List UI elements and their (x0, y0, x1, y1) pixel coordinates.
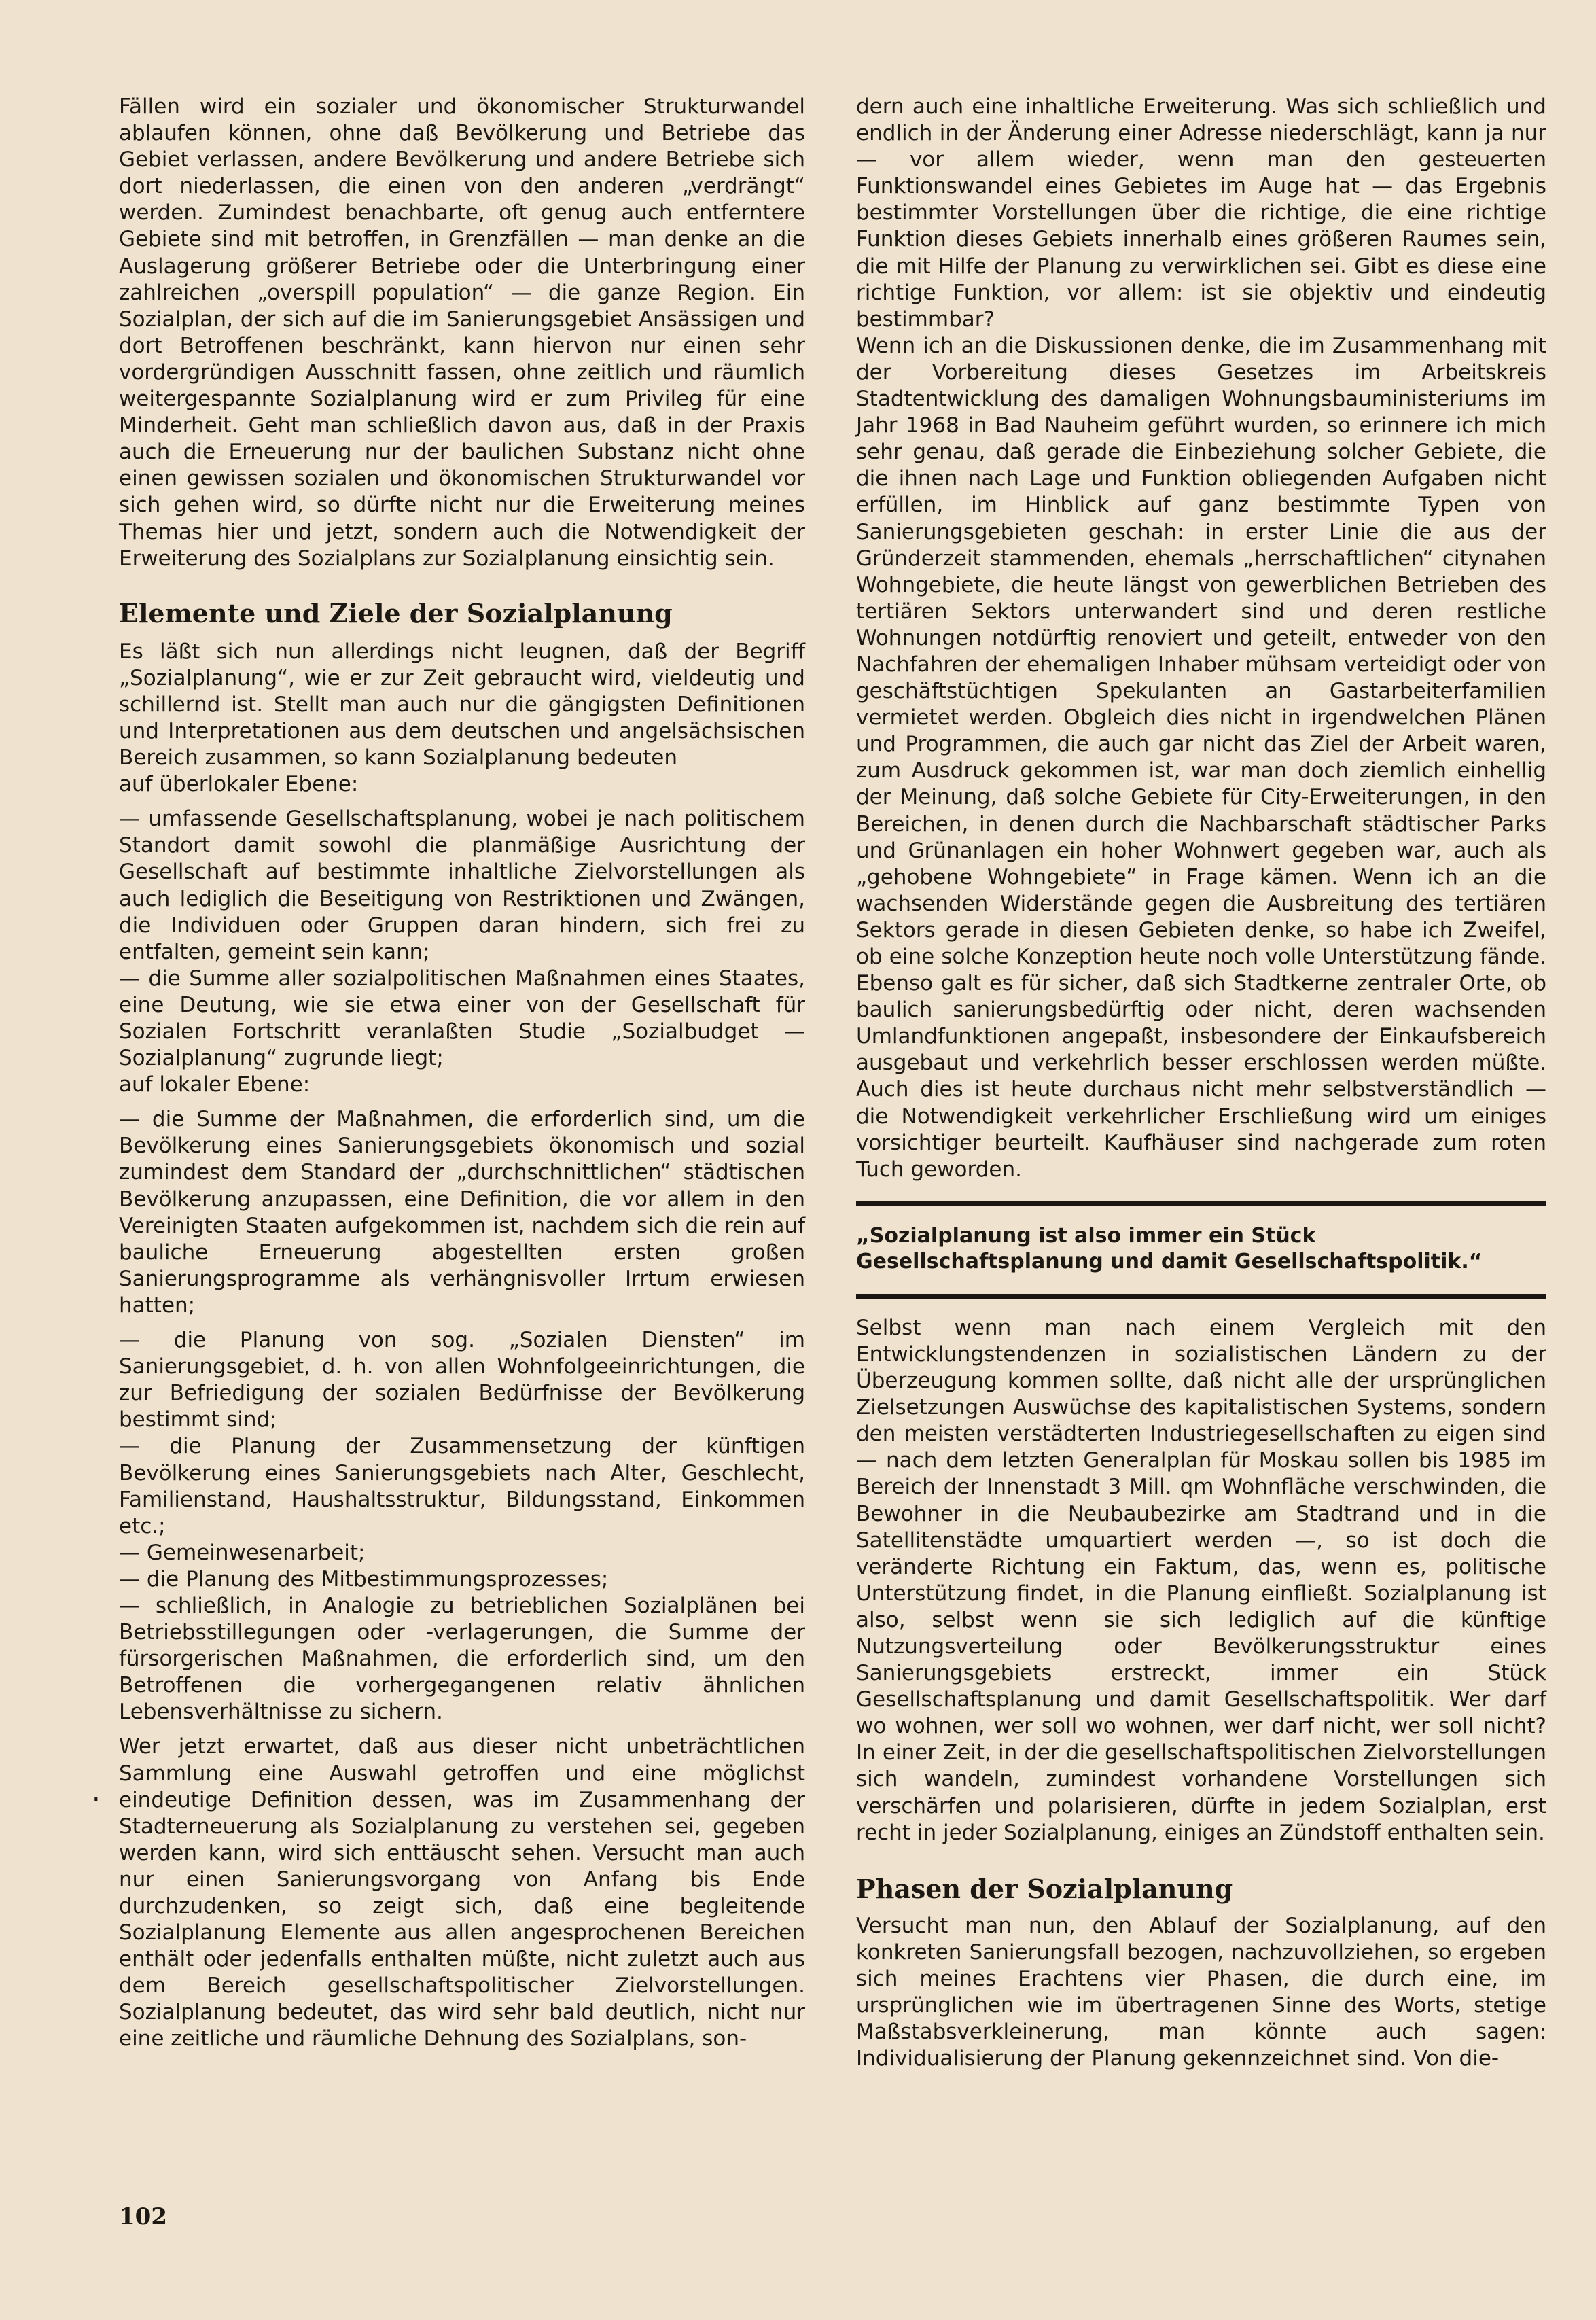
list-item: — die Summe aller sozialpolitischen Maßnahmen eines Staates, eine Deutung, wie sie etwa einer von der Gesellschaft für Sozialen Fortschritt veranlaßten Studie „Sozialbudget — Sozialplanung“ zugrunde liegt; (119, 966, 805, 1071)
intro-paragraph: Fällen wird ein sozialer und ökonomischer Strukturwandel ablaufen können, ohne daß Bevölkerung und Betriebe das Gebiet verlassen, andere Bevölkerung und andere Betriebe sich dort niederlassen, die einen von den anderen „verdrängt“ werden. Zumindest benachbarte, oft genug auch entferntere Gebiete sind mit betroffen, in Grenzfällen — man denke an die Auslagerung größerer Betriebe oder die Unterbringung einer zahlreichen „overspill population“ — die ganze Region. Ein Sozialplan, der sich auf die im Sanierungsgebiet Ansässigen und dort Betroffenen beschränkt, kann hiervon nur einen sehr vordergründigen Ausschnitt fassen, ohne zeitlich und räumlich weitergespannte Sozialplanung wird er zum Privileg für eine Minderheit. Geht man schließlich davon aus, daß in der Praxis auch die Erneuerung nur der baulichen Substanz nicht ohne einen gewissen sozialen und ökonomischen Strukturwandel vor sich gehen wird, so dürfte nicht nur die Erweiterung meines Themas hier und jetzt, sondern auch die Notwendigkeit der Erweiterung des Sozialplans zur Sozialplanung einsichtig sein. (119, 94, 805, 571)
list-item: — die Planung des Mitbestimmungsprozesses; (119, 1566, 609, 1592)
level-local: auf lokaler Ebene: (119, 1072, 311, 1097)
margin-dot-mark: . (92, 1776, 101, 1808)
pull-quote: „Sozialplanung ist also immer ein Stück Gesellschaftsplanung und damit Gesellschaftspolitik.“ (856, 1201, 1546, 1299)
paragraph: Selbst wenn man nach einem Vergleich mit den Entwicklungstendenzen in sozialistischen Ländern zu der Überzeugung kommen sollte, daß nicht alle der ursprünglichen Zielsetzungen Auswüchse des kapitalistischen Systems, sondern den meisten verstädterten Industriegesellschaften zu eigen sind — nach dem letzten Generalplan für Moskau sollen bis 1985 im Bereich der Innenstadt 3 Mill. qm Wohnfläche verschwinden, die Bewohner in die Neubaubezirke am Stadtrand und in die Satellitenstädte umquartiert werden —, so ist doch die veränderte Richtung ein Faktum, das, wenn es, politische Unterstützung findet, in die Planung einfließt. Sozialplanung ist also, selbst wenn sie sich lediglich auf die künftige Nutzungsverteilung oder Bevölkerungsstruktur eines Sanierungsgebiets erstreckt, immer ein Stück Gesellschaftsplanung und damit Gesellschaftspolitik. Wer darf wo wohnen, wer soll wo wohnen, wer darf nicht, wer soll nicht? In einer Zeit, in der die gesellschaftspolitischen Zielvorstellungen sich wandeln, zumindest vorhandene Vorstellungen sich verschärfen und polarisieren, dürfte in jedem Sozialplan, erst recht in jeder Sozialplanung, einiges an Zündstoff enthalten sein. (856, 1315, 1546, 1845)
page-number: 102 (119, 2203, 167, 2230)
list-item: — die Planung der Zusammensetzung der künftigen Bevölkerung eines Sanierungsgebiets nach Alter, Geschlecht, Familienstand, Haushaltsstruktur, Bildungsstand, Einkommen etc.; (119, 1434, 805, 1539)
list-item: — umfassende Gesellschaftsplanung, wobei je nach politischem Standort damit sowohl die planmäßige Ausrichtung der Gesellschaft auf bestimmte inhaltliche Zielvorstellungen als auch lediglich die Beseitigung von Restriktionen und Zwängen, die Individuen oder Gruppen daran hindern, sich frei zu entfalten, gemeint sein kann; (119, 807, 805, 964)
list-item: — die Summe der Maßnahmen, die erforderlich sind, um die Bevölkerung eines Sanierungsgebiets ökonomisch und sozial zumindest dem Standard der „durchschnittlichen“ städtischen Bevölkerung anzupassen, eine Definition, die vor allem in den Vereinigten Staaten aufgekommen ist, nachdem sich die rein auf bauliche Erneuerung abgestellten ersten großen Sanierungsprogramme als verhängnisvoller Irrtum erwiesen hatten; (119, 1107, 805, 1318)
section-heading-phases: Phasen der Sozialplanung (856, 1873, 1233, 1904)
right-column (856, 94, 1546, 2072)
list-item: — die Planung von sog. „Sozialen Diensten“ im Sanierungsgebiet, d. h. von allen Wohnfolgeeinrichtungen, die zur Befriedigung der sozialen Bedürfnisse der Bevölkerung bestimmt sind; (119, 1328, 805, 1433)
level-supralocal: auf überlokaler Ebene: (119, 772, 359, 797)
definitions-intro: Es läßt sich nun allerdings nicht leugnen, daß der Begriff „Sozialplanung“, wie er zur Zeit gebraucht wird, vieldeutig und schillernd ist. Stellt man auch nur die gängigsten Definitionen und Interpretationen aus dem deutschen und angelsächsischen Bereich zusammen, so kann Sozialplanung bedeuten (119, 639, 805, 771)
paragraph: dern auch eine inhaltliche Erweiterung. Was sich schließlich und endlich in der Änderung einer Adresse niederschlägt, kann ja nur — vor allem wieder, wenn man den gesteuerten Funktionswandel eines Gebietes im Auge hat — das Ergebnis bestimmter Vorstellungen über die richtige, die eine richtige Funktion dieses Gebiets innerhalb eines größeren Raumes sein, die mit Hilfe der Planung zu verwirklichen sei. Gibt es diese eine richtige Funktion, vor allem: ist sie objektiv und eindeutig bestimmbar? (856, 94, 1546, 332)
left-column (119, 94, 805, 2053)
list-item: — Gemeinwesenarbeit; (119, 1540, 366, 1565)
section-heading-elements: Elemente und Ziele der Sozialplanung (119, 597, 673, 629)
list-item: — schließlich, in Analogie zu betrieblichen Sozialplänen bei Betriebsstillegungen oder -verlagerungen, die Summe der fürsorgerischen Maßnahmen, die erforderlich sind, um den Betroffenen die vorhergegangenen relativ ähnlichen Lebensverhältnisse zu sichern. (119, 1593, 805, 1725)
paragraph: Versucht man nun, den Ablauf der Sozialplanung, auf den konkreten Sanierungsfall bezogen, nachzuvollziehen, so ergeben sich meines Erachtens vier Phasen, die durch eine, im ursprünglichen wie im übertragenen Sinne des Worts, stetige Maßstabsverkleinerung, man könnte auch sagen: Individualisierung der Planung gekennzeichnet sind. Von die- (856, 1913, 1546, 2071)
closing-paragraph: Wer jetzt erwartet, daß aus dieser nicht unbeträchtlichen Sammlung eine Auswahl getroffen und eine möglichst eindeutige Definition dessen, was im Zusammenhang der Stadterneuerung als Sozialplanung zu verstehen sei, gegeben werden kann, wird sich enttäuscht sehen. Versucht man auch nur einen Sanierungsvorgang von Anfang bis Ende durchzudenken, so zeigt sich, daß eine begleitende Sozialplanung Elemente aus allen angesprochenen Bereichen enthält oder jedenfalls enthalten müßte, nicht zuletzt auch aus dem Bereich gesellschaftspolitischer Zielvorstellungen. Sozialplanung bedeutet, das wird sehr bald deutlich, nicht nur eine zeitliche und räumliche Dehnung des Sozialplans, son- (119, 1734, 805, 2052)
paragraph: Wenn ich an die Diskussionen denke, die im Zusammenhang mit der Vorbereitung dieses Gesetzes im Arbeitskreis Stadtentwicklung des damaligen Wohnungsbauministeriums im Jahr 1968 in Bad Nauheim geführt wurden, so erinnere ich mich sehr genau, daß gerade die Einbeziehung solcher Gebiete, die die ihnen nach Lage und Funktion obliegenden Aufgaben nicht erfüllen, im Hinblick auf ganz bestimmte Typen von Sanierungsgebieten geschah: in erster Linie die aus der Gründerzeit stammenden, ehemals „herrschaftlichen“ citynahen Wohngebiete, die heute längst von gewerblichen Betrieben des tertiären Sektors unterwandert sind und deren restliche Wohnungen notdürftig renoviert und geteilt, entweder von den Nachfahren der ehemaligen Inhaber mühsam verteidigt oder von geschäftstüchtigen Spekulanten an Gastarbeiterfamilien vermietet werden. Obgleich dies nicht in irgendwelchen Plänen und Programmen, die auch gar nicht das Ziel der Arbeit waren, zum Ausdruck gekommen ist, war man doch ziemlich einhellig der Meinung, daß solche Gebiete für City-Erweiterungen, in den Bereichen, in denen durch die Nachbarschaft städtischer Parks und Grünanlagen ein hoher Wohnwert gegeben war, auch als „gehobene Wohngebiete“ in Frage kämen. Wenn ich an die wachsenden Widerstände gegen die Ausbreitung des tertiären Sektors gerade in diesen Gebieten denke, so habe ich Zweifel, ob eine solche Konzeption heute noch volle Unterstützung fände. Ebenso galt es für sicher, daß sich Stadtkerne zentraler Orte, ob baulich sanierungsbedürftig oder nicht, deren wachsenden Umlandfunktionen angepaßt, insbesondere der Einkaufsbereich ausgebaut und verkehrlich besser erschlossen werden müßte. Auch dies ist heute durchaus nicht mehr selbstverständlich — die Notwendigkeit verkehrlicher Erschließung wird um einiges vorsichtiger beurteilt. Kaufhäuser sind nachgerade zum roten Tuch geworden. (856, 333, 1546, 1182)
